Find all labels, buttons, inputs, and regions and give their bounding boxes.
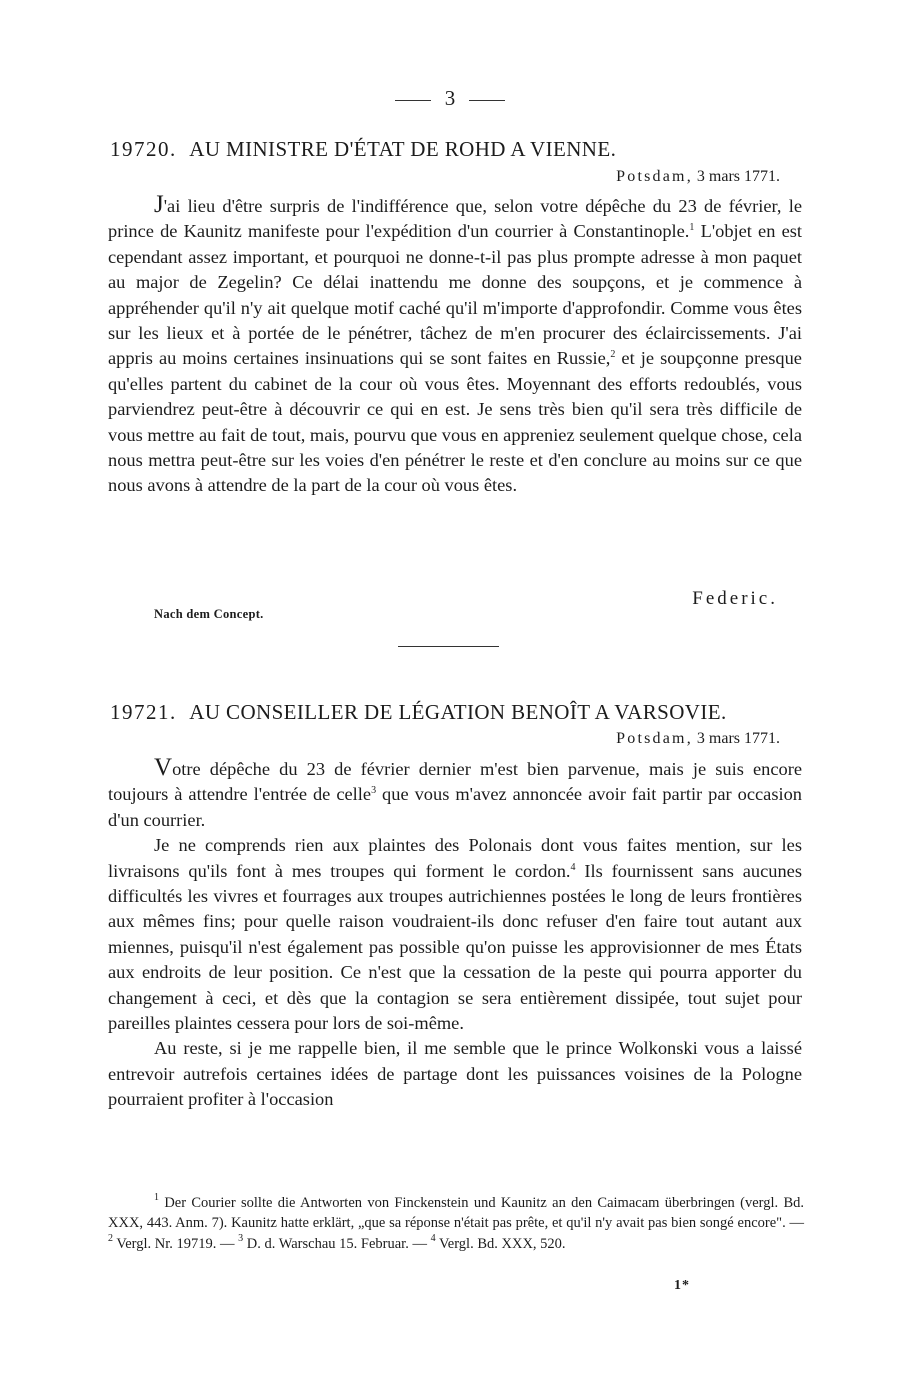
paragraph [108, 192, 802, 499]
text-run: Au reste, si je me rappelle bien, il me semble que le prince Wolkonski vous a laissé entrevoir autrefois certaines idées de partage dont les puissances voisines de la Pologne pourraient profiter à l'occasion [108, 1038, 802, 1110]
text-run: que vous m'avez annoncée avoir fait partir par occasion d'un courrier. [108, 784, 802, 830]
text-run: 'ai lieu d'être surpris de l'indifférence que, selon votre dépêche du 23 de février, le prince de Kaunitz manifeste pour l'expédition d'un courrier à Constantinople. [108, 196, 802, 242]
paragraph [108, 833, 802, 1036]
letter-number: 19720. [110, 137, 177, 161]
footnote-marker: 3 [371, 785, 377, 797]
text-run: D. d. Warschau 15. Februar. — [243, 1235, 431, 1252]
footnote-marker: 4 [570, 861, 576, 873]
text-run: Vergl. Bd. XXX, 520. [435, 1235, 566, 1252]
printer-signature-mark: 1* [674, 1278, 690, 1293]
text-run: Vergl. Nr. 19719. — [113, 1235, 239, 1252]
text-run: otre dépêche du 23 de février dernier m'est bien parvenue, mais je suis encore toujours à attendre l'entrée de celle [108, 759, 802, 805]
text-run: L'objet en est cependant assez important, et pourquoi ne donne-t-il pas plus prompte adresse à mon paquet au major de Zegelin? Ce délai inattendu me donne des soupçons, et je commence à appréhender qu'il n'y ait quelque motif caché qu'il m'importe d'approfondir. Comme vous êtes sur les lieux et à portée de le pénétrer, tâchez de m'en procurer des éclaircissements. J'ai appris au moins certaines insinuations qui se sont faites en Russie, [108, 221, 803, 369]
text-run: Ils fournissent sans aucunes difficultés les vivres et fourrages aux troupes autrichiennes postées le long de leurs frontières aux mêmes fins; pour quelle raison voudraient-ils donc refuser d'en faire tout autant aux miennes, puisqu'il n'est également pas possible qu'on puisse les approvisionner de mes États aux endroits de leur position. Ce n'est que la cessation de la peste qui pourra apporter du changement à ceci, et dès que la contagion se sera entièrement dissipée, tout sujet pour pareilles plaintes cessera pour lors de soi-même. [108, 860, 802, 1034]
dateline-place: Potsdam, [616, 168, 693, 185]
footnote-marker: 3 [238, 1232, 244, 1244]
paragraph [108, 755, 802, 833]
footnote-marker: 2 [108, 1232, 113, 1244]
footnote-marker: 2 [610, 349, 616, 361]
letter-dateline [616, 730, 780, 748]
folio-dash-right [469, 100, 505, 101]
footnotes [108, 1193, 804, 1254]
page-number [0, 86, 900, 111]
letter-heading-19721 [110, 700, 780, 725]
initial-letter: V [154, 754, 173, 781]
letter-dateline [616, 168, 780, 186]
footnote-marker: 4 [430, 1232, 436, 1244]
footnote-marker: 1 [689, 222, 695, 234]
letter-heading-19720 [110, 137, 780, 162]
dateline-date: 3 mars 1771. [696, 730, 780, 747]
letter-signature: Federic. [692, 588, 778, 609]
letter-title: AU MINISTRE D'ÉTAT DE ROHD A VIENNE. [189, 137, 617, 161]
footnote-marker: 1 [154, 1192, 159, 1203]
section-divider [398, 646, 499, 647]
initial-letter: J [154, 191, 164, 218]
dateline-date: 3 mars 1771. [696, 168, 780, 185]
dateline-place: Potsdam, [616, 730, 693, 747]
text-run: Je ne comprends rien aux plaintes des Polonais dont vous faites mention, sur les livraisons qu'ils font à mes troupes qui forment le cordon. [108, 835, 802, 881]
page-number-text: 3 [444, 86, 456, 110]
letter-title: AU CONSEILLER DE LÉGATION BENOÎT A VARSOVIE. [189, 700, 727, 724]
letter-source-note: Nach dem Concept. [154, 607, 264, 621]
text-run: et je soupçonne presque qu'elles partent du cabinet de la cour où vous êtes. Moyennant des efforts redoublés, vous parviendrez peut-être à découvrir ce qui en est. Je sens très bien qu'il sera très difficile de vous mettre au fait de tout, mais, pourvu que vous en appreniez seulement quelque chose, cela nous mettra peut-être sur les voies d'en pénétrer le reste et d'en conclure au moins sur ce que nous avons à attendre de la part de la cour où vous êtes. [108, 348, 802, 496]
letter-number: 19721. [110, 700, 177, 724]
letter-body-19721 [108, 755, 802, 1113]
letter-body-19720 [108, 192, 802, 499]
folio-dash-left [395, 100, 431, 101]
paragraph [108, 1036, 802, 1112]
text-run: Der Courier sollte die Antworten von Finckenstein und Kaunitz an den Caimacam überbringen (vergl. Bd. XXX, 443. Anm. 7). Kaunitz hatte erklärt, „que sa réponse n'était pas prête, et qu'il n'y avait pas bien songé encore". — [108, 1195, 804, 1232]
footnote-paragraph [108, 1193, 804, 1254]
